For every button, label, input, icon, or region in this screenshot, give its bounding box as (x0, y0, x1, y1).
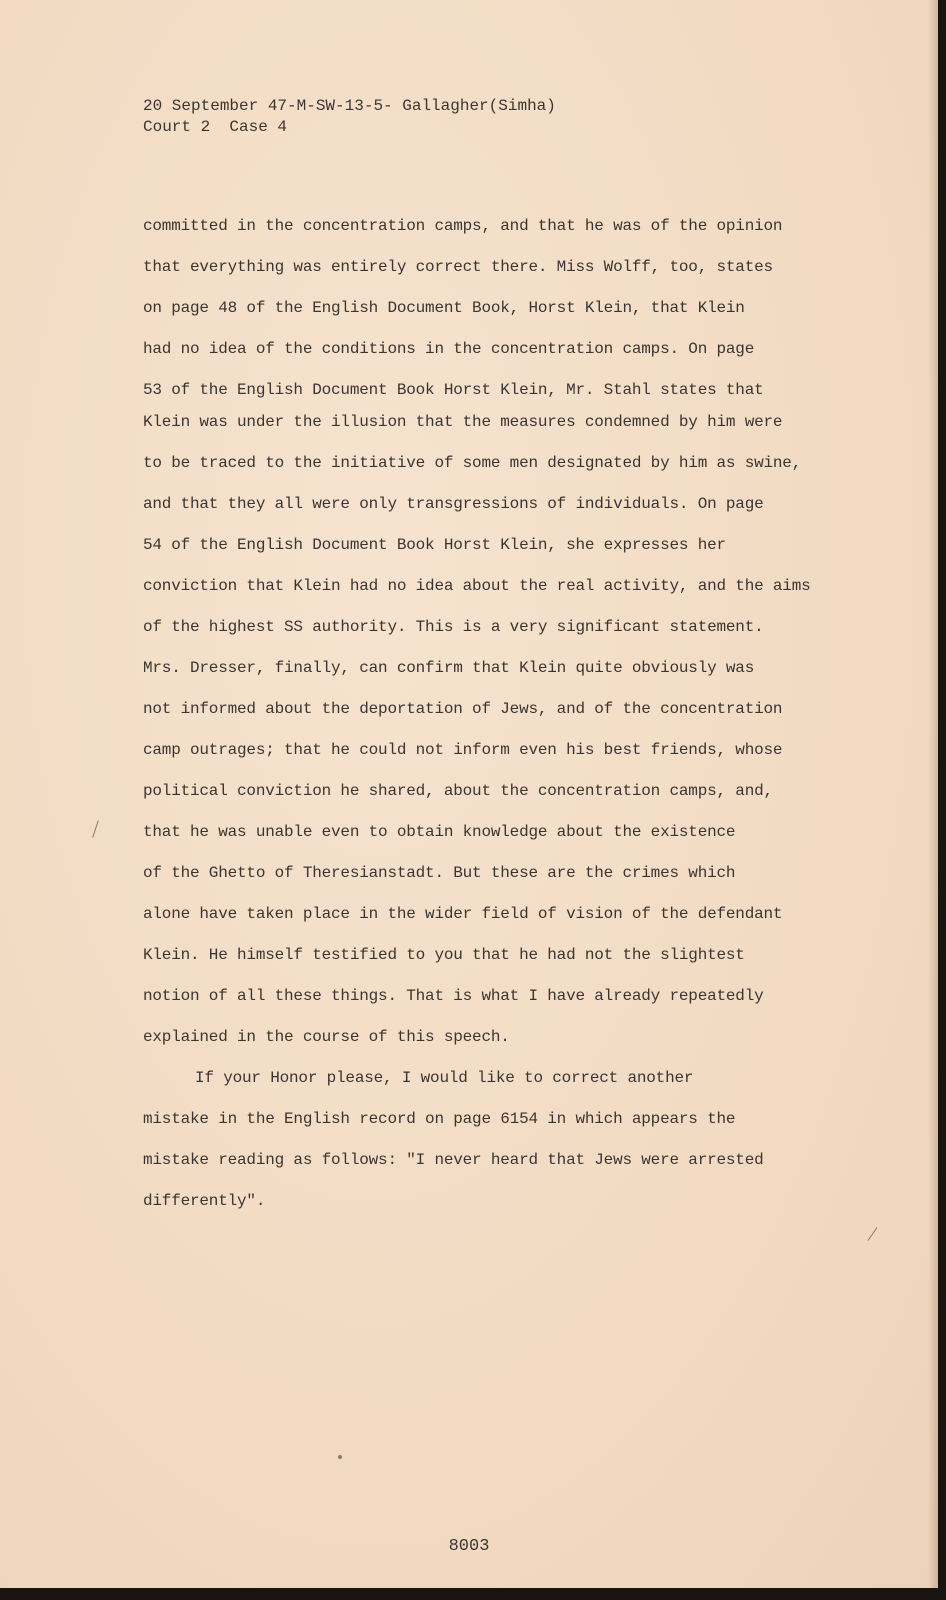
header-court-case: Court 2 Case 4 (143, 118, 288, 136)
text-line: camp outrages; that he could not inform even his best friends, whose (143, 741, 783, 759)
header-date-reference: 20 September 47-M-SW-13-5- Gallagher(Simha) (143, 97, 556, 115)
text-line: mistake in the English record on page 6154 in which appears the (143, 1110, 736, 1128)
text-line: Klein was under the illusion that the measures condemned by him were (143, 413, 783, 431)
text-line: had no idea of the conditions in the concentration camps. On page (143, 340, 755, 358)
text-line: of the Ghetto of Theresianstadt. But these are the crimes which (143, 864, 736, 882)
text-line: 53 of the English Document Book Horst Klein, Mr. Stahl states that (143, 381, 764, 399)
text-line: on page 48 of the English Document Book, Horst Klein, that Klein (143, 299, 745, 317)
document-header (143, 96, 556, 138)
text-line: of the highest SS authority. This is a very significant statement. (143, 618, 764, 636)
text-line: conviction that Klein had no idea about the real activity, and the aims (143, 577, 811, 595)
pencil-tick-mark (92, 820, 99, 837)
text-line: not informed about the deportation of Jews, and of the concentration (143, 700, 783, 718)
paragraph-start-line: If your Honor please, I would like to correct another (195, 1069, 694, 1087)
text-line: mistake reading as follows: "I never heard that Jews were arrested (143, 1151, 764, 1169)
text-line: alone have taken place in the wider field of vision of the defendant (143, 905, 783, 923)
page-number: 8003 (448, 1537, 490, 1556)
text-line: notion of all these things. That is what I have already repeatedly (143, 987, 764, 1005)
text-line: explained in the course of this speech. (143, 1028, 510, 1046)
dot-mark (338, 1455, 342, 1459)
text-line: that he was unable even to obtain knowledge about the existence (143, 823, 736, 841)
text-line: that everything was entirely correct there. Miss Wolff, too, states (143, 258, 773, 276)
text-line: political conviction he shared, about the concentration camps, and, (143, 782, 773, 800)
text-line: 54 of the English Document Book Horst Klein, she expresses her (143, 536, 726, 554)
page-edge-shadow (928, 0, 938, 1588)
text-line: Mrs. Dresser, finally, can confirm that Klein quite obviously was (143, 659, 755, 677)
text-line: differently". (143, 1192, 266, 1210)
text-line: Klein. He himself testified to you that he had not the slightest (143, 946, 745, 964)
transcript-body (143, 214, 883, 1230)
text-line: and that they all were only transgressions of individuals. On page (143, 495, 764, 513)
text-line: committed in the concentration camps, and that he was of the opinion (143, 217, 783, 235)
text-line: to be traced to the initiative of some men designated by him as swine, (143, 454, 802, 472)
